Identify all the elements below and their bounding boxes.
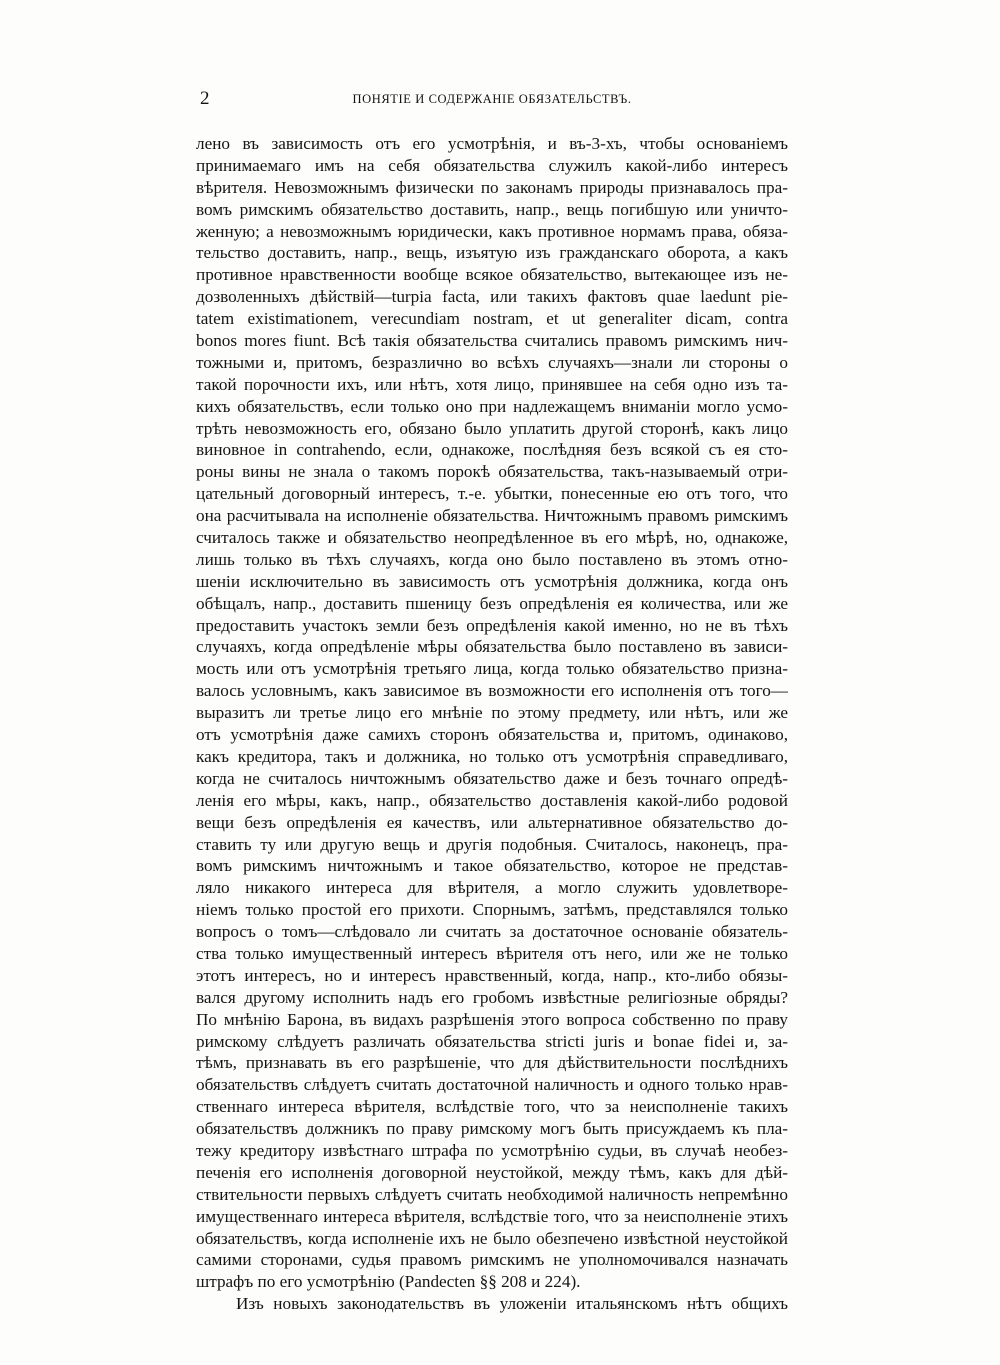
text-line: кихъ обязательствъ, если только оно при надлежащемъ вниманіи могло усмо- [196,396,788,416]
text-line: вопросъ о томъ—слѣдовало ли считать за достаточное основаніе обязатель- [196,922,788,942]
text-line: женную; а невозможнымъ юридически, какъ противное нормамъ права, обяза- [196,221,788,241]
text-line: самими сторонами, судья правомъ римскимъ не уполномочивался назначать [196,1250,788,1270]
text-line: трѣть невозможность его, обязано было уплатить другой сторонѣ, какъ лицо [196,418,788,438]
text-line: она расчитывала на исполненіе обязательства. Ничтожнымъ правомъ римскимъ [196,506,788,526]
text-line: этотъ интересъ, но и интересъ нравственный, когда, напр., кто-либо обязы- [196,965,788,985]
text-line: какъ кредитора, такъ и должника, но только отъ усмотрѣнія справедливаго, [196,746,788,766]
page-header [196,88,788,112]
text-line: ніемъ только простой его прихоти. Спорнымъ, затѣмъ, представлялся только [196,900,788,920]
text-line: tatem existimationem, verecundiam nostram, et ut generaliter dicam, contra [196,309,788,329]
text-line: роны вины не знала о такомъ порокѣ обязательства, такъ-называемый отри- [196,462,788,482]
text-line: вещи безъ опредѣленія ея качествъ, или альтернативное обязательство до- [196,812,788,832]
text-line: случаяхъ, когда опредѣленіе мѣры обязательства было поставлено въ зависи- [196,637,788,657]
text-line: противное нравственности вообще всякое обязательство, вытекающее изъ не- [196,265,788,285]
text-line: печенія его исполненія договорной неустойкой, между тѣмъ, какъ для дѣй- [196,1162,788,1182]
text-line: когда не считалось ничтожнымъ обязательство даже и безъ точнаго опредѣ- [196,768,788,788]
text-line: вомъ римскимъ ничтожнымъ и такое обязательство, которое не представ- [196,856,788,876]
text-line: предоставить участокъ земли безъ опредѣленія какой именно, но не въ тѣхъ [196,615,788,635]
text-line: дозволенныхъ дѣйствій—turpia facta, или такихъ фактовъ quae laedunt pie- [196,287,788,307]
text-line: шеніи исключительно въ зависимость отъ усмотрѣнія должника, когда онъ [196,571,788,591]
text-line: лено въ зависимость отъ его усмотрѣнія, и въ-3-хъ, чтобы основаніемъ [196,134,788,153]
text-line: тежу кредитору извѣстнаго штрафа по усмотрѣнію судьи, въ случаѣ необез- [196,1140,788,1160]
page-number: 2 [200,88,210,109]
text-line: отъ усмотрѣнія даже самихъ сторонъ обязательства и, притомъ, одинаково, [196,725,788,745]
text-line: такой порочности ихъ, или нѣтъ, хотя лицо, принявшее на себя одно изъ та- [196,374,788,394]
text-line: принимаемаго имъ на себя обязательства служилъ какой-либо интересъ [196,155,788,175]
text-line: ственнаго интереса вѣрителя, вслѣдствіе того, что за неисполненіе такихъ [196,1097,788,1117]
text-line: обязательствъ, когда исполненіе ихъ не было обезпечено извѣстной неустойкой [196,1228,788,1248]
body-text [196,133,788,1315]
text-line: валось условнымъ, какъ зависимое въ возможности его исполненія отъ того— [196,681,788,701]
text-line: тельство доставить, напр., вещь, изъятую изъ гражданскаго оборота, а какъ [196,243,788,263]
text-line: лишь только въ тѣхъ случаяхъ, когда оно было поставлено въ этомъ отно- [196,549,788,569]
text-line: ставить ту или другую вещь и другія подобныя. Считалось, наконецъ, пра- [196,834,788,854]
text-line: виновное in contrahendo, если, однакоже, послѣдняя безъ всякой съ ея сто- [196,440,788,460]
text-line: ствительности первыхъ слѣдуетъ считать необходимой наличность непремѣнно [196,1184,788,1204]
text-line: обязательствъ слѣдуетъ считать достаточной наличность и одного только нрав- [196,1075,788,1095]
text-line: цательный договорный интересъ, т.-е. убытки, понесенные ею отъ того, что [196,484,788,504]
text-line: обязательствъ должникъ по праву римскому могъ быть присуждаемъ къ пла- [196,1119,788,1139]
text-line: ленія его мѣры, какъ, напр., обязательство доставленія какой-либо родовой [196,790,788,810]
text-line: вался другому исполнить надъ его гробомъ извѣстные религіозные обряды? [196,987,788,1007]
running-head: ПОНЯТІЕ И СОДЕРЖАНІЕ ОБЯЗАТЕЛЬСТВЪ. [352,92,632,106]
text-line: тѣмъ, признавать въ его разрѣшеніе, что для дѣйствительности послѣднихъ [196,1053,788,1073]
text-line: мость или отъ усмотрѣнія третьяго лица, когда только обязательство призна- [196,659,788,679]
text-line: римскому слѣдуетъ различать обязательства stricti juris и bonae fidei и, за- [196,1031,788,1051]
text-line: имущественнаго интереса вѣрителя, вслѣдствіе того, что за неисполненіе этихъ [196,1206,788,1226]
text-line: штрафъ по его усмотрѣнію (Pandecten §§ 208 и 224). [196,1272,581,1292]
text-line: вѣрителя. Невозможнымъ физически по законамъ природы признавалось пра- [196,177,788,197]
text-line: вомъ римскимъ обязательство доставить, напр., вещь погибшую или уничто- [196,199,788,219]
text-line: выразитъ ли третье лицо его мнѣніе по этому предмету, или нѣтъ, или же [196,703,788,723]
paragraph-start-line: Изъ новыхъ законодательствъ въ уложеніи итальянскомъ нѣтъ общихъ [236,1294,788,1314]
text-line: bonos mores fiunt. Всѣ такія обязательства считались правомъ римскимъ нич- [196,331,788,351]
text-line: тожными и, притомъ, безразлично во всѣхъ случаяхъ—знали ли стороны о [196,352,788,372]
text-line: обѣщалъ, напр., доставить пшеницу безъ опредѣленія ея количества, или же [196,593,788,613]
text-line: По мнѣнію Барона, въ видахъ разрѣшенія этого вопроса собственно по праву [196,1009,788,1029]
text-line: ляло никакого интереса для вѣрителя, а могло служить удовлетворе- [196,878,788,898]
text-line: ства только имущественный интересъ вѣрителя отъ него, или же не только [196,943,788,963]
text-line: считалось также и обязательство неопредѣленное въ его мѣрѣ, но, однакоже, [196,528,788,548]
